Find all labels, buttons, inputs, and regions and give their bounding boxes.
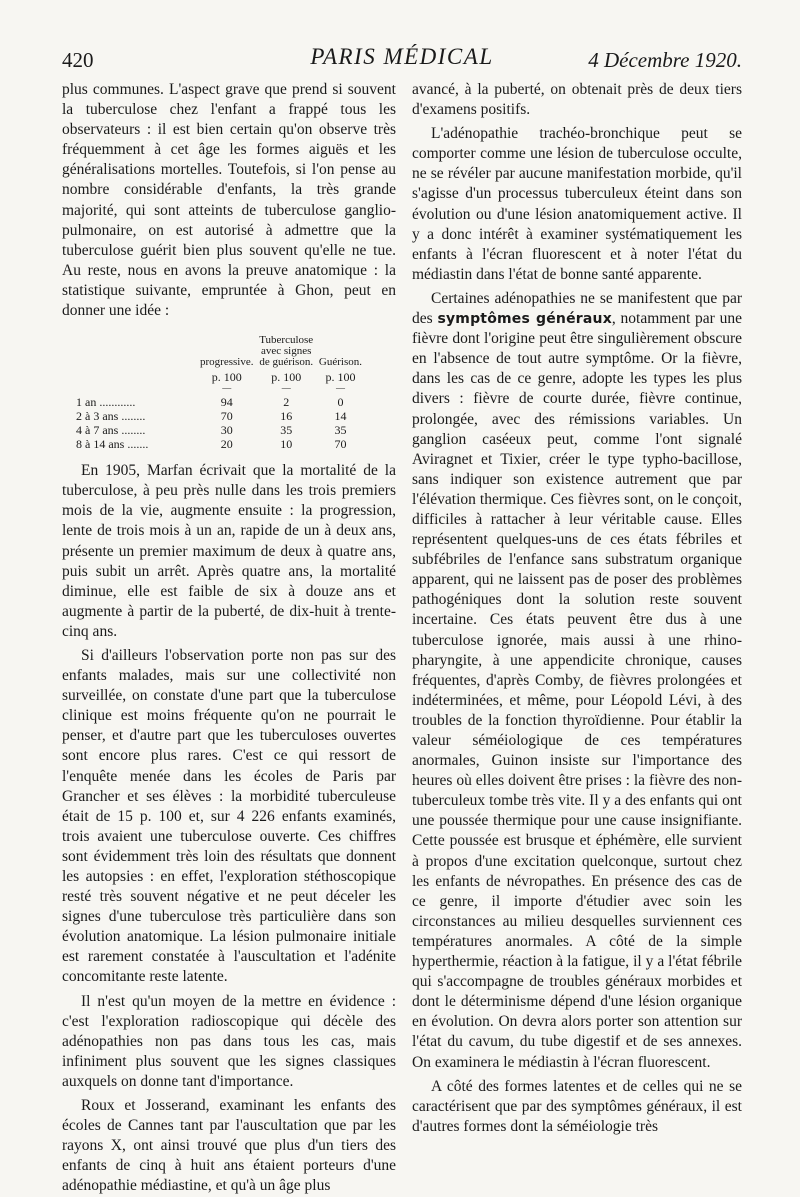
paragraph: Si d'ailleurs l'observation porte non pas sur des enfants malades, mais sur une collectivité non surveillée, on constate d'une part que la tuberculose clinique est moins fréquente qu'on ne pourrait le penser, et d'autre part que les tuberculoses ouvertes sont encore plus rares. C'est ce qui ressort de l'enquête menée dans les écoles de Paris par Grancher et ses élèves : la morbidité tuberculeuse était de 15 p. 100 et, sur 4 226 enfants examinés, trois avaient une tuberculose ouverte. Ces chiffres sont évidemment très loin des résultats que donnent les autopsies : en effet, l'exploration stéthoscopique resté très souvent négative et ne peut déceler les signes d'une tuberculose très particulière dans son évolution anatomique. La lésion pulmonaire initiale est rarement constatée à l'auscultation et l'adénite concomitante reste latente.	[62, 646, 396, 986]
table-dash-row	[74, 384, 364, 395]
page-header	[62, 40, 742, 80]
table-cell: 8 à 14 ans .......	[76, 437, 149, 452]
paragraph: L'adénopathie trachéo-bronchique peut se comporter comme une lésion de tuberculose occulte, ne se révéler par aucune manifestation morbide, qu'il s'agisse d'un processus tuberculeux éteint dans son évolution ou d'une lésion anatomiquement active. Il y a donc intérêt à examiner systématiquement les enfants à l'écran fluorescent et à noter l'état du médiastin dans l'état de bonne santé apparente.	[412, 125, 742, 283]
table-row	[74, 409, 364, 423]
paragraph: plus communes. L'aspect grave que prend si souvent la tuberculose chez l'enfant a frappé tous les observateurs : il est bien certain qu'on observe très fréquemment à cet âge les formes aiguës et les généralisations mortelles. Toutefois, si l'on pense au nombre considérable d'enfants, la très grande majorité, qui sont atteints de tuberculose ganglio-pulmonaire, on est autorisé à admettre que la tuberculose guérit bien plus souvent qu'elle ne tue. Au reste, nous en avons la preuve anatomique : la statistique suivante, empruntée à Ghon, peut en donner une idée :	[62, 81, 396, 320]
table-row	[74, 437, 364, 451]
paragraph: Il n'est qu'un moyen de la mettre en évidence : c'est l'exploration radioscopique qui décèle des adénopathies non pas dans tous les cas, mais infiniment plus souvent que les signes classiques auxquels on donne tant d'importance.	[62, 992, 396, 1090]
table-header-row	[74, 335, 364, 368]
text-run: , notamment par une fièvre dont l'origine peut être singulièrement obscure en l'absence de tout autre symptôme. Or la fièvre, dans les cas de ce genre, adopte les types les plus divers : fièvre de courte durée, fièvre continue, prolongée, avec des rémissions variables. Un ganglion caséeux peut, comme l'ont signalé Aviragnet et Tixier, créer le type typho-bacillose, sans indiquer son existence autrement que par l'élévation thermique. Ces fièvres sont, on le conçoit, difficiles à rattacher à leur véritable cause. Elles représentent quelques-uns de ces états fébriles et subfébriles de l'enfance sans substratum organique apparent, qui ne laissent pas de poser des problèmes pathogéniques dont la solution reste souvent incertaine. Ces états peuvent être dus à une tuberculose ignorée, mais aussi à une rhino-pharyngite, à une appendicite chronique, causes fréquentes, d'après Comby, de fièvres prolongées et indéterminées, et même, pour Léopold Lévi, à des troubles de la fonction thyroïdienne. Pour établir la valeur séméiologique de ces températures anormales, Guinon insiste sur l'importance des heures où elles doivent être prises : la fièvre des non-tuberculeux tombe très vite. Il y a des enfants qui ont une poussée thermique pour une cause insignifiante. Cette poussée est brusque et éphémère, elle survient à propos d'une excitation quelconque, surtout chez les enfants de névropathes. En présence des cas de ce genre, il importe d'étudier avec soin les circonstances au milieu desquelles surviennent ces températures anormales. A côté de la simple hyperthermie, réaction à la fatigue, il y a l'état fébrile qui s'accompagne de troubles généraux morbides et dont le déterminisme dépend d'une lésion organique en évolution. On devra alors porter son attention sur l'état du cavum, du tube digestif et de ses annexes. On examinera le médiastin à l'écran fluorescent.	[412, 310, 742, 1071]
table-cell: 30	[220, 423, 233, 438]
text-run: Certaines adénopathies ne se manifestent que par des	[412, 289, 742, 328]
paragraph: A côté des formes latentes et de celles qui ne se caractérisent que par des symptômes généraux, il est d'autres formes dont la séméiologie très	[412, 1077, 742, 1135]
issue-date: 4 Décembre 1920.	[588, 48, 742, 72]
page-number: 420	[62, 48, 94, 72]
table-cell	[74, 368, 198, 384]
table-header	[74, 335, 198, 368]
table-cell: 20	[220, 437, 233, 452]
table-cell: 35	[280, 423, 293, 438]
table-cell: 35	[334, 423, 347, 438]
table-cell: 70	[334, 437, 347, 452]
table-cell: —	[335, 383, 345, 394]
table-cell: 14	[334, 409, 347, 424]
paragraph	[412, 289, 742, 1073]
table-cell: 2	[283, 395, 290, 410]
table-cell: 0	[337, 395, 344, 410]
table-header: Tuberculose avec signes de guérison.	[259, 334, 314, 369]
paragraph: En 1905, Marfan écrivait que la mortalité de la tuberculose, à peu près nulle dans les trois premiers mois de la vie, augmente ensuite : la progression, lente de trois mois à un an, rapide de un à deux ans, présente un premier maximum de deux à quatre ans, puis subit un arrêt. Après quatre ans, la mortalité diminue, elle est faible de six à douze ans et augmente à partir de la puberté, de dix-huit à trente-cinq ans.	[62, 462, 396, 640]
paragraph: avancé, à la puberté, on obtenait près de deux tiers d'examens positifs.	[412, 81, 742, 119]
left-column	[62, 80, 396, 1197]
table-cell: —	[222, 383, 232, 394]
table-row	[74, 423, 364, 437]
ghon-statistics-table	[74, 335, 364, 451]
table-unit-row	[74, 368, 364, 384]
table-cell: 2 à 3 ans ........	[76, 409, 146, 424]
table-cell: 4 à 7 ans ........	[76, 423, 146, 438]
table-cell: 1 an ............	[76, 395, 136, 410]
table-cell: 94	[220, 395, 233, 410]
table-cell: p. 100	[211, 370, 242, 385]
paragraph: Roux et Josserand, examinant les enfants des écoles de Cannes tant par l'auscultation que par les rayons X, ont ainsi trouvé que plus d'un tiers des enfants de cinq à huit ans étaient porteurs d'une adénopathie médiastine, et qu'à un âge plus	[62, 1097, 396, 1195]
table-header: progressive.	[200, 356, 254, 369]
right-column	[412, 80, 742, 1137]
table-cell: p. 100	[271, 370, 302, 385]
table-cell: —	[281, 383, 291, 394]
table-row	[74, 395, 364, 409]
emphasis-symptomes-generaux: symptômes généraux	[437, 311, 612, 328]
table-cell: 16	[280, 409, 293, 424]
journal-title: PARIS MÉDICAL	[310, 44, 494, 69]
table-cell: 70	[220, 409, 233, 424]
table-cell: p. 100	[325, 370, 356, 385]
table-header: Guérison.	[318, 356, 362, 369]
table-cell: 10	[280, 437, 293, 452]
table-cell	[74, 384, 198, 395]
